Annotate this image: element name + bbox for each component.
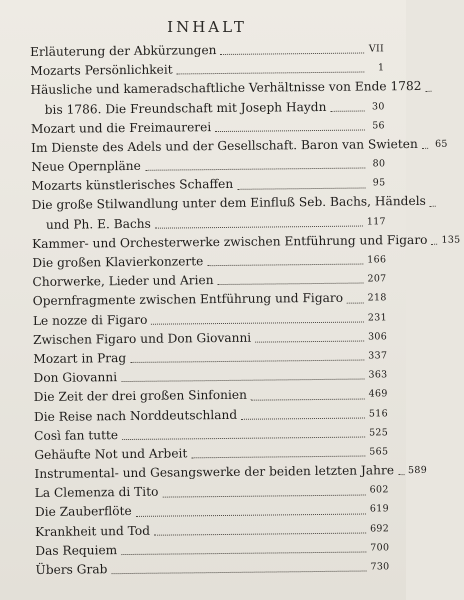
dot-leader — [121, 552, 366, 556]
toc-entry-page: 207 — [367, 273, 387, 285]
toc-entry-page: 516 — [368, 407, 388, 420]
toc-entry — [33, 289, 387, 312]
toc-entry-title: Krankheit und Tod — [35, 523, 151, 539]
toc-entry-page: 218 — [367, 292, 387, 304]
dot-leader — [151, 321, 363, 324]
dot-leader — [241, 417, 365, 419]
toc-entry-page: VII — [368, 43, 385, 55]
toc-entry-title: Übers Grab — [35, 562, 108, 578]
dot-leader — [221, 53, 365, 56]
dot-leader — [191, 456, 365, 459]
toc-entry-page: 30 — [371, 100, 385, 112]
toc-entry-title: Le nozze di Figaro — [32, 312, 148, 328]
toc-entry-title: Mozart in Prag — [33, 350, 127, 366]
toc-entry — [34, 461, 428, 484]
toc-entry-page: 730 — [370, 561, 390, 573]
toc-entry-title: Chorwerke, Lieder und Arien — [32, 273, 214, 290]
toc-entry-title: Erläuterung der Abkürzungen — [30, 43, 217, 59]
toc-entry-title: Die große Stilwandlung unter dem Einfluß Seb. Bachs, Händels — [31, 194, 426, 213]
toc-entry-title: Die Zauberflöte — [34, 504, 132, 520]
toc-entry-page: 95 — [372, 177, 386, 189]
toc-entry-title: Mozarts Persönlichkeit — [30, 62, 173, 79]
toc-entry-page: 135 — [441, 234, 461, 246]
dot-leader — [121, 379, 364, 383]
toc-entry-title: Die großen Klavierkonzerte — [32, 254, 204, 271]
toc-entry-page: 589 — [407, 464, 428, 477]
dot-leader — [347, 302, 364, 303]
dot-leader — [207, 264, 363, 267]
dot-leader — [177, 72, 365, 75]
toc-entry-title: Die Reise nach Norddeutschland — [33, 407, 238, 424]
toc-entry-page: 117 — [366, 215, 386, 228]
dot-leader — [255, 341, 364, 343]
toc-entry-title: Im Dienste des Adels und der Gesellschaft. Baron van Swieten — [31, 136, 418, 155]
dot-leader — [426, 90, 432, 91]
dot-leader — [215, 129, 365, 132]
dot-leader — [431, 244, 437, 245]
toc-entry-title: Opernfragmente zwischen Entführung und Figaro — [32, 291, 344, 309]
dot-leader — [122, 436, 365, 440]
toc-entry-page: 166 — [367, 254, 387, 266]
toc-entry-page: 231 — [367, 311, 387, 324]
page-title: INHALT — [167, 18, 247, 36]
toc-entry-page: 363 — [368, 369, 388, 381]
toc-entry-title: Häusliche und kameradschaftliche Verhältnisse von Ende 1782 — [30, 79, 422, 98]
toc-entry-title: und Ph. E. Bachs — [45, 216, 151, 232]
dot-leader — [218, 283, 364, 286]
toc-entry — [32, 231, 461, 254]
toc-entry-title: Mozart und die Freimaurerei — [30, 119, 212, 136]
dot-leader — [422, 148, 428, 149]
dot-leader — [330, 110, 364, 111]
toc-entry-page: 337 — [368, 350, 388, 362]
dot-leader — [162, 494, 365, 497]
toc-entry-title: bis 1786. Die Freundschaft mit Joseph Haydn — [44, 99, 327, 117]
toc-entry-page: 619 — [369, 503, 389, 515]
toc-entry-page: 565 — [369, 446, 389, 458]
toc-entry-page: 1 — [377, 62, 385, 74]
dot-leader — [398, 474, 404, 475]
dot-leader — [130, 360, 364, 363]
toc-entry-page: 469 — [368, 388, 388, 400]
toc-entry-title: Instrumental- und Gesangswerke der beiden letzten Jahre — [34, 463, 395, 482]
dot-leader — [237, 187, 365, 189]
toc-entry-title: Neue Opernpläne — [31, 158, 141, 175]
dot-leader — [251, 398, 365, 400]
toc-entry-page: 700 — [370, 542, 390, 554]
toc-entry-title: Zwischen Figaro und Don Giovanni — [33, 330, 252, 347]
toc-entry-title: Mozarts künstlerisches Schaffen — [31, 177, 234, 194]
toc-entry — [35, 557, 389, 580]
toc-entry-title: Das Requiem — [35, 542, 118, 558]
dot-leader — [155, 225, 363, 228]
toc-entry-page: 602 — [369, 484, 389, 496]
table-of-contents — [30, 39, 461, 580]
toc-entry — [31, 193, 426, 216]
toc-entry-title: Die Zeit der drei großen Sinfonien — [33, 388, 248, 405]
toc-entry-page: 65 — [435, 138, 448, 150]
toc-entry-page: 525 — [368, 427, 389, 439]
dot-leader — [154, 532, 366, 535]
toc-entry-page: 56 — [372, 120, 385, 132]
toc-entry-title: Don Giovanni — [33, 370, 118, 386]
dot-leader — [145, 168, 365, 171]
dot-leader — [430, 205, 436, 206]
toc-entry-title: La Clemenza di Tito — [34, 484, 159, 501]
toc-entry-title: Gehäufte Not und Arbeit — [34, 446, 188, 462]
toc-entry-page: 306 — [367, 331, 388, 343]
toc-entry — [31, 135, 448, 158]
toc-entry-title: Così fan tutte — [34, 427, 119, 443]
toc-entry-page: 692 — [369, 522, 390, 535]
dot-leader — [136, 513, 366, 516]
toc-entry — [30, 78, 422, 101]
toc-entry-page: 80 — [372, 158, 386, 170]
toc-entry-title: Kammer- und Orchesterwerke zwischen Entführung und Figaro — [32, 232, 428, 251]
dot-leader — [111, 571, 366, 575]
